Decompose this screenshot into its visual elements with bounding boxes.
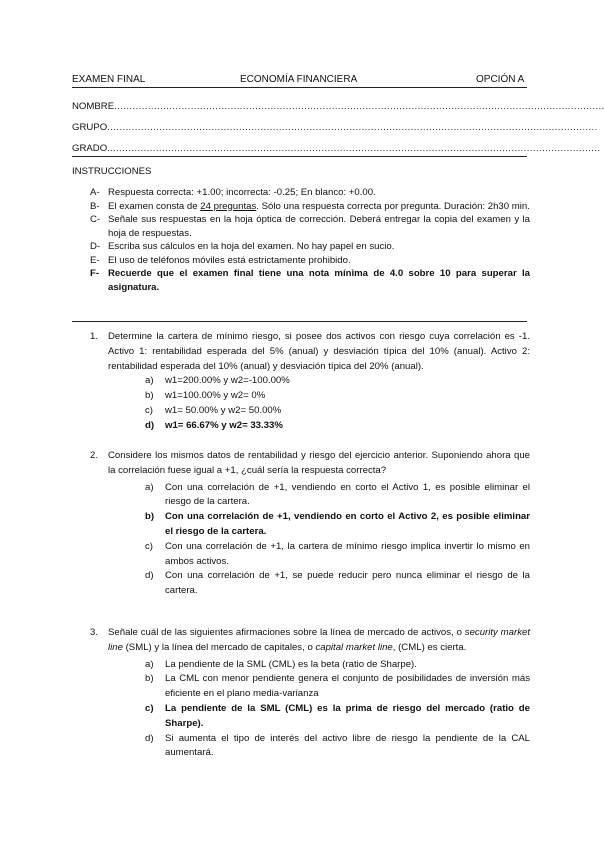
exam-title: EXAMEN FINAL: [72, 74, 146, 85]
question-1: [90, 330, 530, 434]
instructions-rule: [72, 321, 527, 322]
name-field: [72, 101, 605, 112]
instruction-item: [90, 254, 530, 268]
exam-option: OPCIÓN A: [476, 74, 525, 85]
question-number: 2.: [90, 450, 99, 461]
header-rule: [72, 87, 527, 88]
instructions-list: [90, 186, 530, 294]
instruction-label: A-: [90, 187, 100, 198]
instruction-text: El uso de teléfonos móviles está estrictamente prohibido.: [108, 254, 351, 266]
name-dots: ................................................................................................................................................................: [114, 101, 605, 112]
option: d) Si aumenta el tipo de interés del activo libre de riesgo la pendiente de la CAL aumentará.: [145, 732, 530, 759]
fields-rule: [72, 156, 527, 157]
degree-dots: ................................................................................................................................................................: [109, 143, 601, 154]
option-correct: b) Con una correlación de +1, vendiendo en corto el Activo 2, es posible eliminar el riesgo de la cartera.: [145, 511, 530, 537]
instruction-text: Recuerde que el examen final tiene una nota mínima de 4.0 sobre 10 para superar la asignatura.: [108, 268, 530, 293]
instruction-text: Señale sus respuestas en la hoja óptica de corrección. Deberá entregar la copia del examen y la hoja de respuestas.: [108, 214, 530, 239]
instructions-title: INSTRUCCIONES: [72, 166, 152, 177]
group-label: GRUPO: [72, 122, 108, 133]
instruction-text: Respuesta correcta: +1.00; incorrecta: -0.25; En blanco: +0.00.: [108, 187, 376, 198]
instruction-text: El examen consta de 24 preguntas. Sólo una respuesta correcta por pregunta. Duración: 2h30 min.: [108, 200, 530, 212]
instruction-item: [90, 213, 530, 240]
instruction-label: B-: [90, 200, 100, 212]
name-label: NOMBRE: [72, 101, 115, 112]
instruction-label: D-: [90, 241, 101, 252]
degree-field: [72, 143, 601, 154]
question-3: [90, 626, 530, 761]
option: d) Con una correlación de +1, se puede reducir pero nunca eliminar el riesgo de la cartera.: [145, 570, 530, 597]
question-number: 1.: [90, 331, 99, 342]
option-correct: d) w1= 66.67% y w2= 33.33%: [145, 419, 283, 431]
group-dots: ................................................................................................................................................................: [107, 122, 598, 133]
question-text: Determine la cartera de mínimo riesgo, si posee dos activos con riesgo cuya correlación es -1. Activo 1: rentabilidad esperada del 5% (anual) y desviación típica del 10% (anual). Activo 2: rentabilidad esperada del 10% (anual) y desviación típica del 20% (anual).: [108, 331, 530, 372]
instruction-label: C-: [90, 214, 101, 225]
question-count: 24 preguntas: [200, 200, 257, 212]
option: c) w1= 50.00% y w2= 50.00%: [145, 404, 282, 416]
group-field: [72, 122, 598, 133]
instruction-label: E-: [90, 254, 100, 266]
option: a) Con una correlación de +1, vendiendo en corto el Activo 1, es posible eliminar el riesgo de la cartera.: [145, 481, 530, 508]
instruction-item: [90, 200, 530, 214]
option: c) Con una correlación de +1, la cartera de mínimo riesgo implica invertir lo mismo en ambos activos.: [145, 540, 530, 567]
options-list: [145, 374, 530, 433]
option: b) w1=100.00% y w2= 0%: [145, 390, 266, 402]
option-correct: c) La pendiente de la SML (CML) es la prima de riesgo del mercado (ratio de Sharpe).: [145, 702, 530, 729]
course-title: ECONOMÍA FINANCIERA: [240, 74, 358, 85]
instruction-text: Escriba sus cálculos en la hoja del examen. No hay papel en sucio.: [108, 241, 395, 252]
options-list: [145, 481, 530, 599]
question-number: 3.: [90, 627, 99, 638]
question-text: Considere los mismos datos de rentabilidad y riesgo del ejercicio anterior. Suponiendo ahora que la correlación fuese igual a +1, ¿cuál sería la respuesta correcta?: [108, 450, 530, 476]
instruction-item: [90, 240, 530, 254]
instruction-item: [90, 186, 530, 200]
instruction-label: F-: [90, 268, 100, 279]
question-text: Señale cuál de las siguientes afirmaciones sobre la línea de mercado de activos, o security market line (SML) y la línea del mercado de capitales, o capital market line, (CML) es cierta.: [108, 627, 530, 653]
question-2: [90, 449, 530, 599]
options-list: [145, 658, 530, 762]
option: b) La CML con menor pendiente genera el conjunto de posibilidades de inversión más eficiente en el plano media-varianza: [145, 673, 530, 700]
option: a) w1=200.00% y w2=-100.00%: [145, 375, 290, 387]
instruction-item: [90, 267, 530, 294]
option: a) La pendiente de la SML (CML) es la beta (ratio de Sharpe).: [145, 658, 417, 670]
degree-label: GRADO.: [72, 143, 110, 154]
